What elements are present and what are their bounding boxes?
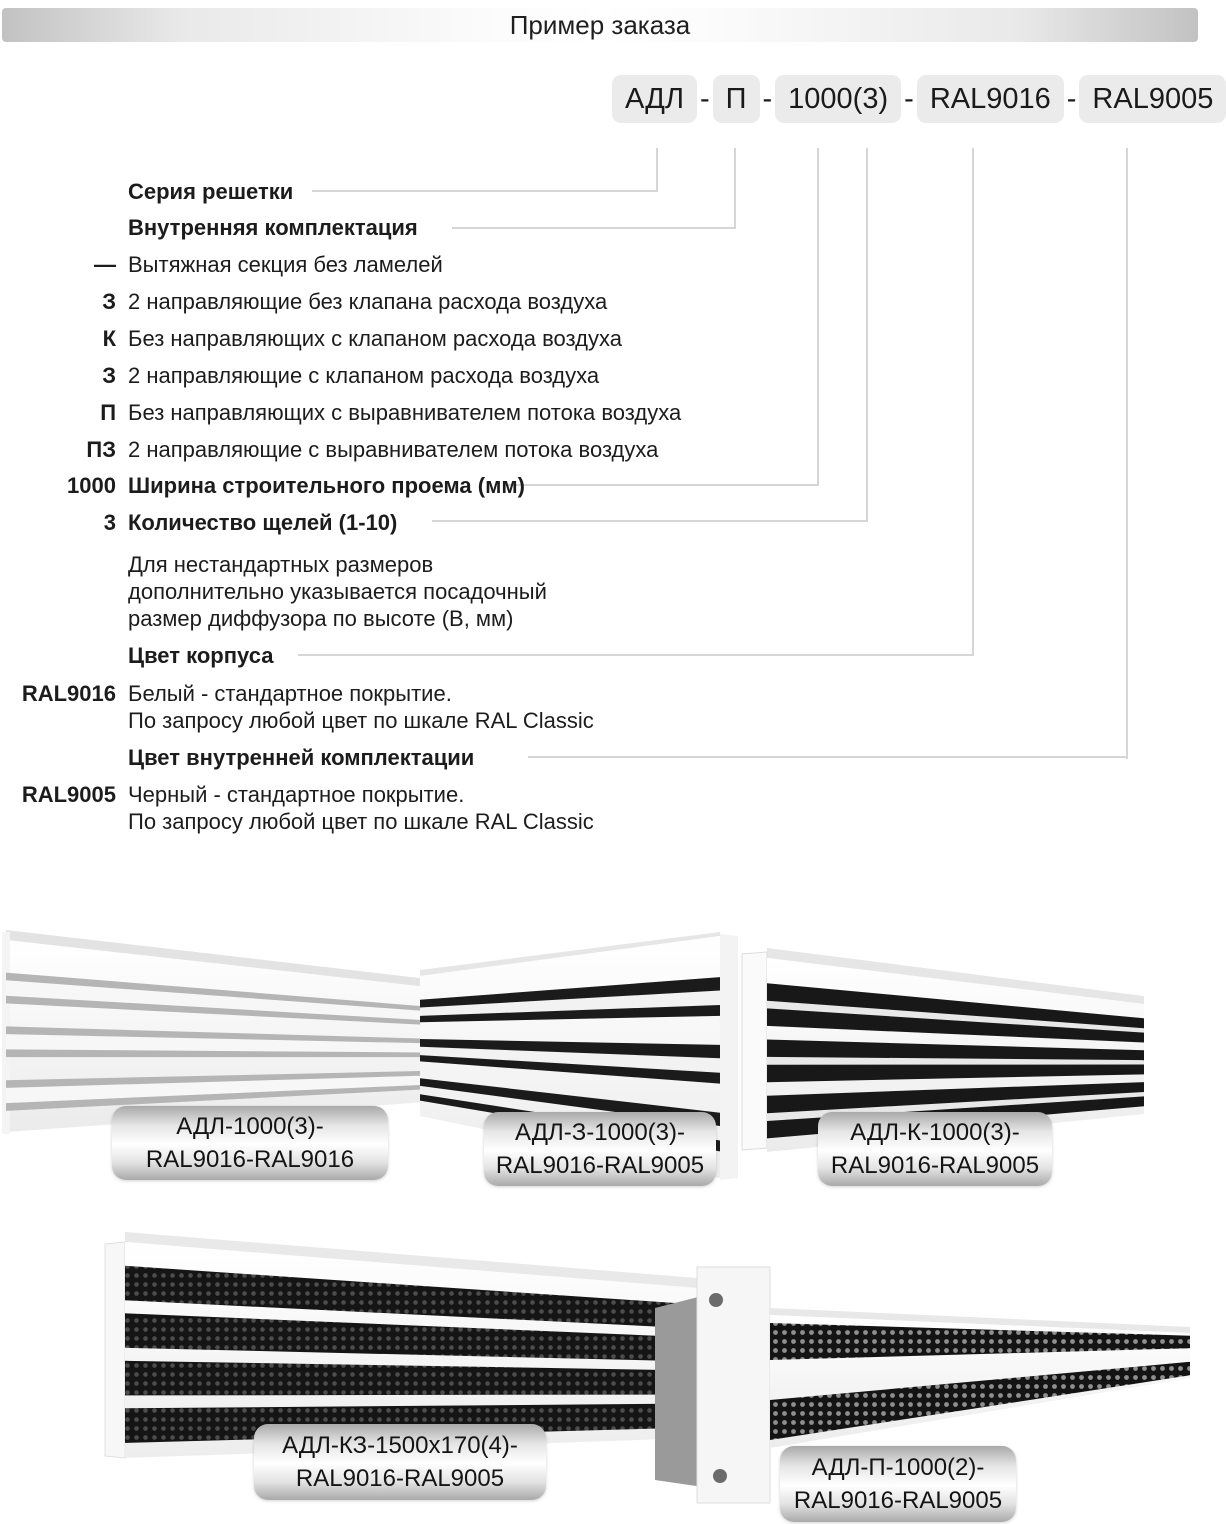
legend-option-key: П xyxy=(100,400,116,425)
product-label-plate xyxy=(254,1424,546,1500)
legend-series-label: Серия решетки xyxy=(128,179,294,204)
order-code xyxy=(612,75,1226,123)
legend-ral9016-row xyxy=(0,680,840,708)
legend-option-row xyxy=(0,251,840,279)
order-code-internal: П xyxy=(713,75,760,123)
legend-slots-label: Количество щелей (1-10) xyxy=(128,510,398,535)
order-code-dash: - xyxy=(699,82,710,115)
legend-option-key: З xyxy=(102,363,116,388)
legend-body-color-row xyxy=(0,642,840,670)
order-code-series: АДЛ xyxy=(612,75,697,123)
legend-option-row xyxy=(0,399,840,427)
legend-note-text: дополнительно указывается посадочный xyxy=(128,579,547,604)
legend-option-text: 2 направляющие с клапаном расхода воздуха xyxy=(128,363,600,388)
connector-v-body-color xyxy=(972,148,974,656)
legend-option-text: 2 направляющие с выравнивателем потока воздуха xyxy=(128,437,659,462)
legend-option-key: З xyxy=(102,289,116,314)
legend-note-text: размер диффузора по высоте (В, мм) xyxy=(128,606,514,631)
product-label-line1: АДЛ-1000(3)- xyxy=(176,1113,324,1140)
product-label-plate xyxy=(780,1446,1016,1522)
product-label-plate xyxy=(112,1106,388,1180)
connector-v-slots xyxy=(866,148,868,522)
product-label-line1: АДЛ-П-1000(2)- xyxy=(811,1454,985,1481)
page-title-bar xyxy=(2,8,1198,42)
legend-option-row xyxy=(0,325,840,353)
legend-width-label: Ширина строительного проема (мм) xyxy=(128,473,525,498)
product-label-line2: RAL9016-RAL9005 xyxy=(793,1487,1003,1514)
legend-ral9005-text2: По запросу любой цвет по шкале RAL Classic xyxy=(128,809,594,834)
legend-option-text: 2 направляющие без клапана расхода воздуха xyxy=(128,289,608,314)
legend-ral9016-text: Белый - стандартное покрытие. xyxy=(128,681,452,706)
legend-internal-color-row xyxy=(0,744,840,772)
product-label-plate xyxy=(818,1112,1052,1186)
legend-width-key: 1000 xyxy=(67,473,116,498)
legend-note-line xyxy=(0,605,840,633)
legend-option-row xyxy=(0,436,840,464)
screw-icon xyxy=(709,1293,723,1307)
order-code-dash: - xyxy=(762,82,773,115)
legend-option-key: К xyxy=(102,326,116,351)
legend-ral9016-key: RAL9016 xyxy=(21,681,116,706)
legend-option-row xyxy=(0,288,840,316)
legend-ral9005-key: RAL9005 xyxy=(21,782,116,807)
product-label-line1: АДЛ-З-1000(3)- xyxy=(514,1119,685,1146)
legend-option-row xyxy=(0,362,840,390)
product-label-line1: АДЛ-КЗ-1500х170(4)- xyxy=(282,1432,518,1459)
legend-series-row xyxy=(0,178,840,206)
product-label-line2: RAL9016-RAL9016 xyxy=(145,1146,355,1173)
order-code-size: 1000(3) xyxy=(775,75,901,123)
legend-ral9005-text: Черный - стандартное покрытие. xyxy=(128,782,465,807)
product-label-plate xyxy=(484,1112,716,1186)
legend-option-text: Вытяжная секция без ламелей xyxy=(128,252,443,277)
legend-ral9005-row2 xyxy=(0,808,840,836)
product-label-line2: RAL9016-RAL9005 xyxy=(495,1152,705,1179)
order-code-internal-color: RAL9005 xyxy=(1079,75,1226,123)
legend-internal-row xyxy=(0,214,840,242)
mounting-flange xyxy=(697,1267,770,1503)
order-code-dash: - xyxy=(904,82,914,115)
screw-icon xyxy=(713,1469,727,1483)
product-label-line2: RAL9016-RAL9005 xyxy=(295,1465,505,1492)
legend-note-text: Для нестандартных размеров xyxy=(128,552,434,577)
connector-v-internal-color xyxy=(1126,148,1128,759)
product-label-line1: АДЛ-К-1000(3)- xyxy=(850,1119,1020,1146)
legend-slots-key: 3 xyxy=(103,510,116,535)
order-code-body-color: RAL9016 xyxy=(917,75,1064,123)
legend-option-key: ПЗ xyxy=(86,437,116,462)
legend-option-text: Без направляющих с клапаном расхода воздуха xyxy=(128,326,622,351)
legend-body-color-label: Цвет корпуса xyxy=(128,643,274,668)
legend-note-line xyxy=(0,578,840,606)
legend-width-row xyxy=(0,472,840,500)
legend-option-text: Без направляющих с выравнивателем потока воздуха xyxy=(128,400,682,425)
legend-note-line xyxy=(0,551,840,579)
page-title: Пример заказа xyxy=(509,9,691,40)
legend-internal-label: Внутренняя комплектация xyxy=(128,215,418,240)
product-label-line2: RAL9016-RAL9005 xyxy=(830,1152,1040,1179)
legend-option-key: — xyxy=(94,252,116,277)
legend-ral9005-row xyxy=(0,781,840,809)
legend-internal-color-label: Цвет внутренней комплектации xyxy=(128,745,475,770)
legend-ral9016-row2 xyxy=(0,707,840,735)
legend-slots-row xyxy=(0,509,840,537)
order-code-dash: - xyxy=(1066,82,1077,115)
legend-ral9016-text2: По запросу любой цвет по шкале RAL Classic xyxy=(128,708,594,733)
